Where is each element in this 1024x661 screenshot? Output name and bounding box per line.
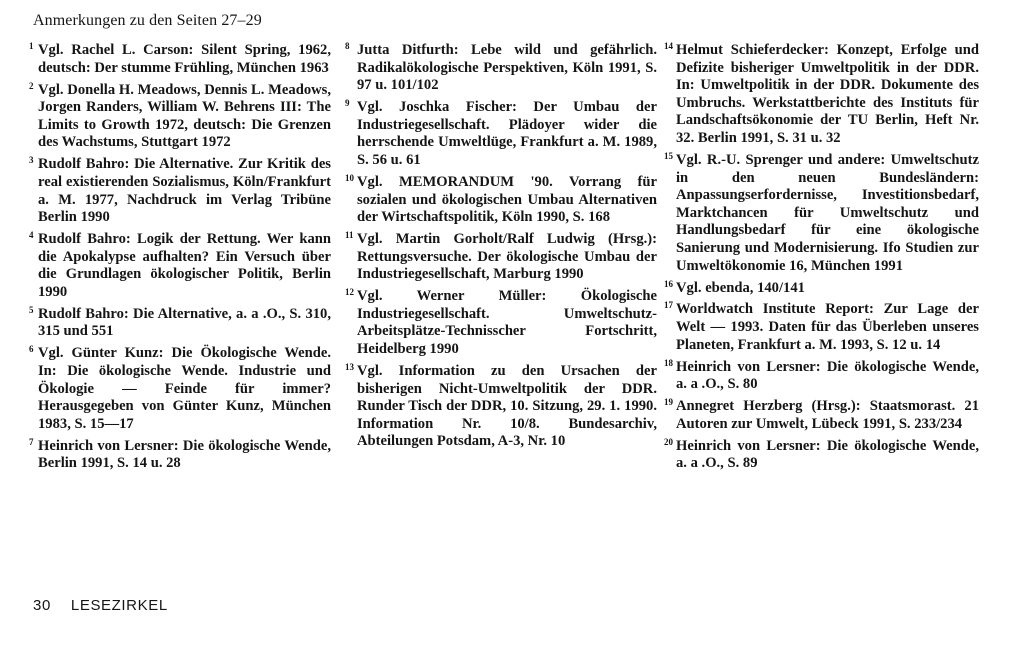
- footnote-text: Vgl. Information zu den Ursachen der bisherigen Nicht-Umweltpolitik der DDR. Runder Tisch der DDR, 10. Sitzung, 29. 1. 1990. Information Nr. 10/8. Bundesarchiv, Abteilungen Potsdam, A-3, Nr. 10: [357, 363, 657, 450]
- footnote-number: 6: [29, 344, 34, 355]
- footnote-number: 17: [664, 300, 673, 311]
- footnote-13: [345, 362, 657, 451]
- footnote-number: 14: [664, 41, 673, 51]
- footnote-text: Worldwatch Institute Report: Zur Lage der Welt — 1993. Daten für das Überleben unseres Planeten, Frankfurt a. M. 1993, S. 12 u. 14: [676, 301, 979, 353]
- footnote-text: Heinrich von Lersner: Die ökologische Wende, a. a .O., S. 89: [676, 437, 979, 472]
- footnote-number: 10: [345, 172, 354, 183]
- footnote-number: 13: [345, 362, 354, 373]
- footnote-text: Heinrich von Lersner: Die ökologische Wende, a. a .O., S. 80: [676, 358, 979, 393]
- footnote-number: 3: [29, 155, 34, 166]
- page-heading: Anmerkungen zu den Seiten 27–29: [33, 12, 262, 29]
- page-footer: [33, 597, 168, 614]
- footnote-18: [664, 357, 979, 394]
- footnote-number: 20: [664, 436, 673, 447]
- footnote-text: Vgl. Donella H. Meadows, Dennis L. Meadows, Jorgen Randers, William W. Behrens III: The Limits to Growth 1972, deutsch: Die Grenzen des Wachstums, Stuttgart 1972: [38, 81, 331, 151]
- footnote-number: 2: [29, 80, 34, 91]
- footnote-text: Vgl. Werner Müller: Ökologische Industriegesellschaft. Umweltschutz-Arbeitsplätze-Technisscher Fortschritt, Heidelberg 1990: [357, 288, 657, 358]
- footnote-text: Heinrich von Lersner: Die ökologische Wende, Berlin 1991, S. 14 u. 28: [38, 437, 331, 472]
- footnote-number: 19: [664, 397, 673, 408]
- footnote-number: 16: [664, 278, 673, 289]
- footnote-14: [664, 41, 979, 148]
- footnote-text: Vgl. Rachel L. Carson: Silent Spring, 1962, deutsch: Der stumme Frühling, München 1963: [38, 42, 331, 76]
- footnote-19: [664, 397, 979, 433]
- footnote-number: 18: [664, 357, 673, 368]
- footnote-number: 11: [345, 230, 354, 241]
- footnote-15: [664, 150, 979, 275]
- page-number: 30: [33, 597, 51, 614]
- footnote-6: [29, 344, 331, 433]
- footnote-number: 5: [29, 304, 34, 315]
- footnote-number: 9: [345, 98, 350, 109]
- footnote-number: 8: [345, 41, 350, 51]
- footnote-text: Rudolf Bahro: Logik der Rettung. Wer kann die Apokalypse aufhalten? Ein Versuch über die Grundlagen ökologischer Politik, Berlin 1990: [38, 231, 331, 300]
- footnote-5: [29, 304, 331, 341]
- footnote-column-3: [664, 41, 979, 477]
- footnote-17: [664, 300, 979, 354]
- footnote-12: [345, 287, 657, 358]
- footnote-11: [345, 230, 657, 284]
- footnote-2: [29, 80, 331, 152]
- footnote-number: 4: [29, 230, 34, 241]
- footnote-text: Rudolf Bahro: Die Alternative. Zur Kritik des real existierenden Sozialismus, Köln/Frankfurt a. M. 1977, Nachdruck im Verlag Tribüne Berlin 1990: [38, 156, 331, 226]
- footnote-1: [29, 41, 331, 77]
- footnote-9: [345, 98, 657, 169]
- footnote-column-2: [345, 41, 657, 455]
- footnote-7: [29, 436, 331, 473]
- footnote-text: Rudolf Bahro: Die Alternative, a. a .O., S. 310, 315 und 551: [38, 305, 331, 340]
- footnote-20: [664, 436, 979, 473]
- footnote-text: Vgl. Martin Gorholt/Ralf Ludwig (Hrsg.): Rettungsversuche. Der ökologische Umbau der Industriegesellschaft, Marburg 1990: [357, 231, 657, 283]
- footnote-text: Helmut Schieferdecker: Konzept, Erfolge und Defizite bisheriger Umweltpolitik in der DDR. In: Umweltpolitik in der DDR. Dokumente des Umbruchs. Werkstattberichte des Instituts für Landschaftsökonomie der TU Berlin, Heft Nr. 32. Berlin 1991, S. 31 u. 32: [676, 42, 979, 146]
- footnote-text: Annegret Herzberg (Hrsg.): Staatsmorast. 21 Autoren zur Umwelt, Lübeck 1991, S. 233/234: [676, 398, 979, 432]
- footnote-text: Vgl. Joschka Fischer: Der Umbau der Industriegesellschaft. Plädoyer wider die herrschende Umweltlüge, Frankfurt a. M. 1989, S. 56 u. 61: [357, 99, 657, 168]
- footnote-16: [664, 278, 979, 298]
- footnote-number: 15: [664, 150, 673, 161]
- footnote-column-1: [29, 41, 331, 477]
- footnote-number: 7: [29, 436, 34, 447]
- footnote-3: [29, 155, 331, 226]
- footnote-text: Vgl. MEMORANDUM '90. Vorrang für sozialen und ökologischen Umbau Alternativen der Wirtschaftspolitik, Köln 1990, S. 168: [357, 173, 657, 226]
- footnote-8: [345, 41, 657, 95]
- footnote-text: Vgl. ebenda, 140/141: [676, 279, 805, 296]
- footnote-10: [345, 172, 657, 227]
- footnote-text: Vgl. R.-U. Sprenger und andere: Umweltschutz in den neuen Bundesländern: Anpassungserfordernisse, Investitionsbedarf, Marktchancen für Umweltschutz und Handlungsbedarf für eine ökologische Sanierung und Modernisierung. Ifo Studien zur Umweltökonomie 16, München 1991: [676, 151, 979, 274]
- footnote-text: Vgl. Günter Kunz: Die Ökologische Wende. In: Die ökologische Wende. Industrie und Ökologie — Feinde für immer? Herausgegeben von Günter Kunz, München 1983, S. 15—17: [38, 345, 331, 432]
- footnote-number: 12: [345, 287, 354, 298]
- footnote-number: 1: [29, 41, 34, 51]
- footnote-4: [29, 230, 331, 301]
- footnote-text: Jutta Ditfurth: Lebe wild und gefährlich. Radikalökologische Perspektiven, Köln 1991, S. 97 u. 101/102: [357, 42, 657, 94]
- running-footer-title: LESEZIRKEL: [70, 597, 168, 614]
